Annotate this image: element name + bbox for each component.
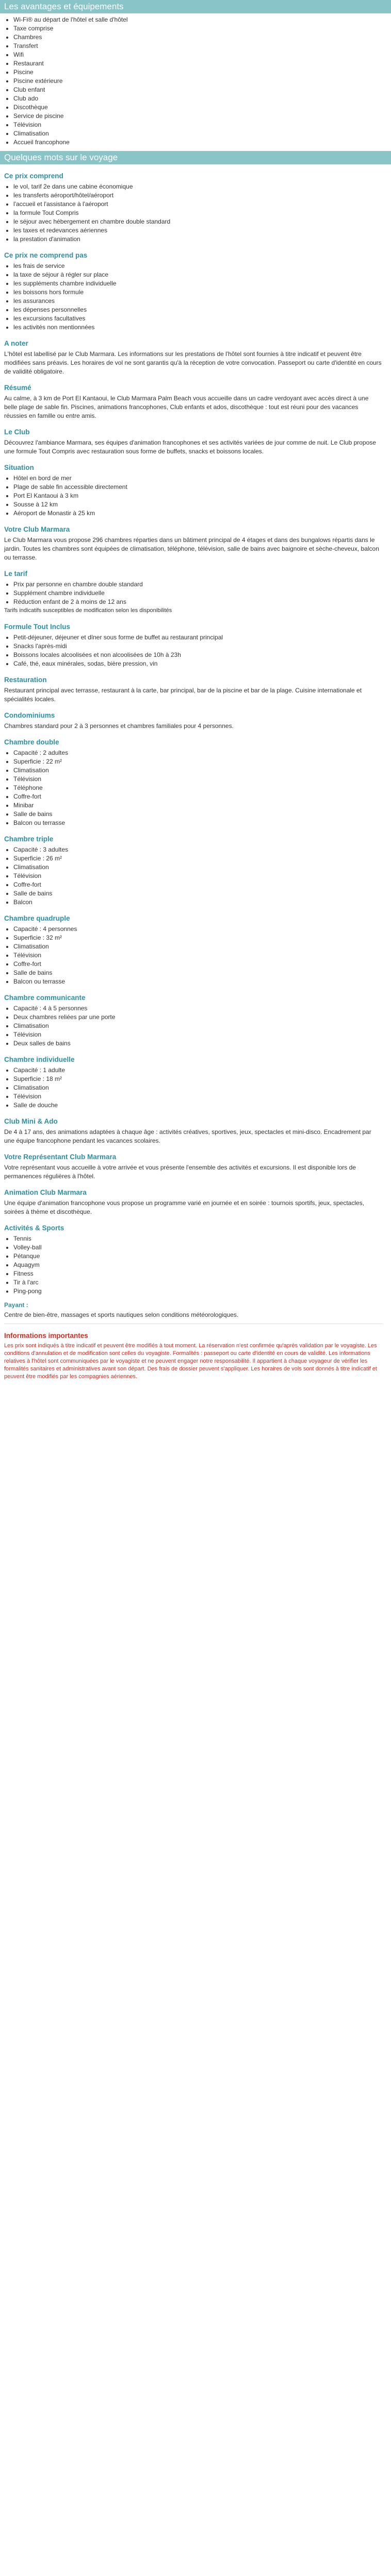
list-item: • Superficie : 18 m² — [13, 1075, 383, 1083]
list — [4, 633, 383, 668]
list-item: • Piscine — [13, 68, 383, 77]
list-item: • Superficie : 26 m² — [13, 854, 383, 863]
list-item: • Salle de bains — [13, 889, 383, 898]
list — [4, 580, 383, 606]
paragraph: L'hôtel est labellisé par le Club Marmara. Les informations sur les prestations de l'hôtel sont fournies à titre indicatif et peuvent être modifiées sans préavis. Les horaires de vol ne sont garantis qu'à la réception de votre convocation. Passeport ou carte d'identité en cours de validité obligatoire. — [4, 350, 382, 375]
section-heading: Chambre double — [4, 738, 59, 746]
section-heading: Formule Tout Inclus — [4, 623, 70, 631]
list-item: • Supplément chambre individuelle — [13, 589, 383, 598]
list-item: • Télévision — [13, 775, 383, 784]
advantages-list — [4, 15, 383, 147]
list-item: • Téléphone — [13, 784, 383, 792]
list — [4, 845, 383, 907]
list-item: • la taxe de séjour à régler sur place — [13, 270, 383, 279]
list-item: • Climatisation — [13, 942, 383, 951]
list-item: • Club ado — [13, 94, 383, 103]
section-heading: Le Club — [4, 428, 30, 436]
section-heading: Animation Club Marmara — [4, 1189, 87, 1196]
list-item: • les taxes et redevances aériennes — [13, 226, 383, 235]
list-item: • Transfert — [13, 42, 383, 50]
list-item: • Télévision — [13, 121, 383, 129]
list-item: • les assurances — [13, 297, 383, 306]
trip-title: Quelques mots sur le voyage — [0, 151, 391, 164]
list-item: • Ping-pong — [13, 1287, 383, 1296]
list-item: • Capacité : 2 adultes — [13, 749, 383, 757]
list — [4, 925, 383, 986]
list — [4, 474, 383, 518]
list-item: • Club enfant — [13, 86, 383, 94]
list-item: • les dépenses personnelles — [13, 306, 383, 314]
section-heading: Restauration — [4, 676, 47, 684]
section-heading: Votre Représentant Club Marmara — [4, 1153, 117, 1161]
section-heading: Chambre communicante — [4, 994, 86, 1002]
list-item: • Fitness — [13, 1269, 383, 1278]
list-item: • Aquagym — [13, 1261, 383, 1269]
section-heading: Le tarif — [4, 570, 28, 578]
list-item: • Tir à l'arc — [13, 1278, 383, 1287]
list — [4, 1004, 383, 1048]
section-heading: Résumé — [4, 384, 31, 392]
section-heading: Situation — [4, 464, 34, 471]
list-item: • Climatisation — [13, 1022, 383, 1030]
list-item: • Hôtel en bord de mer — [13, 474, 383, 483]
list-item: • Discothèque — [13, 103, 383, 112]
list-item: • Aéroport de Monastir à 25 km — [13, 509, 383, 518]
list-item: • Climatisation — [13, 863, 383, 872]
paragraph: Le Club Marmara vous propose 296 chambres réparties dans un bâtiment principal de 4 étages et dans des bungalows répartis dans le jardin. Toutes les chambres sont équipées de climatisation, téléphone, télévision, salle de bains avec baignoire et sèche-cheveux, balcon ou terrasse. — [4, 536, 379, 561]
sub-heading: Payant : — [4, 1301, 28, 1309]
list-item: • les boissons hors formule — [13, 288, 383, 297]
list-item: • Balcon ou terrasse — [13, 977, 383, 986]
list-item: • Wifi — [13, 50, 383, 59]
list-item: • Petit-déjeuner, déjeuner et dîner sous forme de buffet au restaurant principal — [13, 633, 383, 642]
list-item: • Balcon ou terrasse — [13, 819, 383, 827]
list-item: • Climatisation — [13, 129, 383, 138]
list-item: • Deux chambres reliées par une porte — [13, 1013, 383, 1022]
list-item: • Salle de bains — [13, 969, 383, 977]
list-item: • Salle de bains — [13, 810, 383, 819]
section-heading: A noter — [4, 340, 28, 347]
list-item: • les suppléments chambre individuelle — [13, 279, 383, 288]
list-item: • Réduction enfant de 2 à moins de 12 ans — [13, 598, 383, 606]
list-item: • Service de piscine — [13, 112, 383, 121]
list-item: • les activités non mentionnées — [13, 323, 383, 332]
paragraph: Une équipe d'animation francophone vous propose un programme varié en journée et en soirée : tournois sportifs, jeux, spectacles, soirées à thème et discothèque. — [4, 1199, 365, 1215]
list-item: • Télévision — [13, 951, 383, 960]
list-item: • Tennis — [13, 1234, 383, 1243]
list-item: • Minibar — [13, 801, 383, 810]
list-item: • Climatisation — [13, 766, 383, 775]
paragraph: Au calme, à 3 km de Port El Kantaoui, le Club Marmara Palm Beach vous accueille dans un cadre verdoyant avec accès direct à une belle plage de sable fin. Piscines, animations francophones, Club enfants et ados, discothèque : tout est réuni pour des vacances réussies en famille ou entre amis. — [4, 395, 369, 419]
notice-title: Informations importantes — [4, 1332, 88, 1340]
section-heading: Club Mini & Ado — [4, 1117, 58, 1125]
section-heading: Votre Club Marmara — [4, 526, 70, 533]
list-item: • Superficie : 32 m² — [13, 934, 383, 942]
list — [4, 1234, 383, 1296]
list-item: • l'accueil et l'assistance à l'aéroport — [13, 200, 383, 209]
paragraph: Découvrez l'ambiance Marmara, ses équipes d'animation francophones et ses activités variées de jour comme de nuit. Le Club propose une formule Tout Compris avec restauration sous forme de buffets, snacks et boissons locales. — [4, 439, 376, 455]
list-item: • Salle de douche — [13, 1101, 383, 1110]
section-heading: Ce prix comprend — [4, 172, 63, 180]
list-item: • Café, thé, eaux minérales, sodas, bière pression, vin — [13, 659, 383, 668]
list-item: • Coffre-fort — [13, 880, 383, 889]
list-item: • Balcon — [13, 898, 383, 907]
list — [4, 262, 383, 332]
section-heading: Chambre individuelle — [4, 1056, 75, 1063]
list-item: • Télévision — [13, 1092, 383, 1101]
paragraph: Centre de bien-être, massages et sports nautiques selon conditions météorologiques. — [4, 1311, 239, 1318]
list — [4, 749, 383, 827]
list-item: • Accueil francophone — [13, 138, 383, 147]
list-item: • le vol, tarif 2e dans une cabine économique — [13, 182, 383, 191]
list-item: • Télévision — [13, 872, 383, 880]
list-item: • Boissons locales alcoolisées et non alcoolisées de 10h à 23h — [13, 651, 383, 659]
list-item: • Deux salles de bains — [13, 1039, 383, 1048]
list-item: • les excursions facultatives — [13, 314, 383, 323]
list-item: • Volley-ball — [13, 1243, 383, 1252]
list-item: • Port El Kantaoui à 3 km — [13, 492, 383, 500]
notice-text: Les prix sont indiqués à titre indicatif et peuvent être modifiés à tout moment. La réservation n'est confirmée qu'après validation par le voyagiste. Les conditions d'annulation et de modification sont celles du voyagiste. Formalités : passeport ou carte d'identité en cours de validité. Les informations relatives à l'hôtel sont communiquées par le voyagiste et ne peuvent engager notre responsabilité. Il appartient à chaque voyageur de vérifier les formalités sanitaires et administratives avant son départ. Des frais de dossier peuvent s'appliquer. Les horaires de vols sont donnés à titre indicatif et peuvent être modifiés par les compagnies aériennes. — [4, 1343, 377, 1380]
paragraph: Votre représentant vous accueille à votre arrivée et vous présente l'ensemble des activités et excursions. Il est disponible lors de permanences régulières à l'hôtel. — [4, 1164, 356, 1180]
list-item: • Coffre-fort — [13, 792, 383, 801]
list-item: • Plage de sable fin accessible directement — [13, 483, 383, 492]
section-heading: Chambre quadruple — [4, 914, 70, 922]
list-item: • Chambres — [13, 33, 383, 42]
list-item: • Superficie : 22 m² — [13, 757, 383, 766]
list-item: • Coffre-fort — [13, 960, 383, 969]
advantages-title: Les avantages et équipements — [0, 0, 391, 13]
list-item: • Capacité : 4 personnes — [13, 925, 383, 934]
paragraph: Chambres standard pour 2 à 3 personnes et chambres familiales pour 4 personnes. — [4, 722, 234, 730]
list-item: • Capacité : 1 adulte — [13, 1066, 383, 1075]
list-item: • Restaurant — [13, 59, 383, 68]
list-item: • Taxe comprise — [13, 24, 383, 33]
list-item: • Pétanque — [13, 1252, 383, 1261]
list-item: • la formule Tout Compris — [13, 209, 383, 217]
list-item: • Capacité : 4 à 5 personnes — [13, 1004, 383, 1013]
section-heading: Chambre triple — [4, 835, 54, 843]
list-item: • Wi-Fi® au départ de l'hôtel et salle d'hôtel — [13, 15, 383, 24]
list-item: • Piscine extérieure — [13, 77, 383, 86]
list-item: • Télévision — [13, 1030, 383, 1039]
list — [4, 1066, 383, 1110]
paragraph: Restaurant principal avec terrasse, restaurant à la carte, bar principal, bar de la piscine et bar de la plage. Cuisine internationale et spécialités locales. — [4, 687, 362, 703]
list-item: • Sousse à 12 km — [13, 500, 383, 509]
list-item: • Capacité : 3 adultes — [13, 845, 383, 854]
section-heading: Condominiums — [4, 711, 55, 719]
list-item: • Climatisation — [13, 1083, 383, 1092]
paragraph: Tarifs indicatifs susceptibles de modification selon les disponibilités — [4, 607, 172, 614]
section-heading: Activités & Sports — [4, 1224, 64, 1232]
list-item: • les frais de service — [13, 262, 383, 270]
list-item: • Snacks l'après-midi — [13, 642, 383, 651]
list-item: • la prestation d'animation — [13, 235, 383, 244]
paragraph: De 4 à 17 ans, des animations adaptées à chaque âge : activités créatives, sportives, jeux, spectacles et mini-disco. Encadrement par une équipe francophone pendant les vacances scolaires. — [4, 1128, 371, 1144]
list-item: • les transferts aéroport/hôtel/aéroport — [13, 191, 383, 200]
section-heading: Ce prix ne comprend pas — [4, 251, 88, 259]
list-item: • Prix par personne en chambre double standard — [13, 580, 383, 589]
list — [4, 182, 383, 244]
list-item: • le séjour avec hébergement en chambre double standard — [13, 217, 383, 226]
